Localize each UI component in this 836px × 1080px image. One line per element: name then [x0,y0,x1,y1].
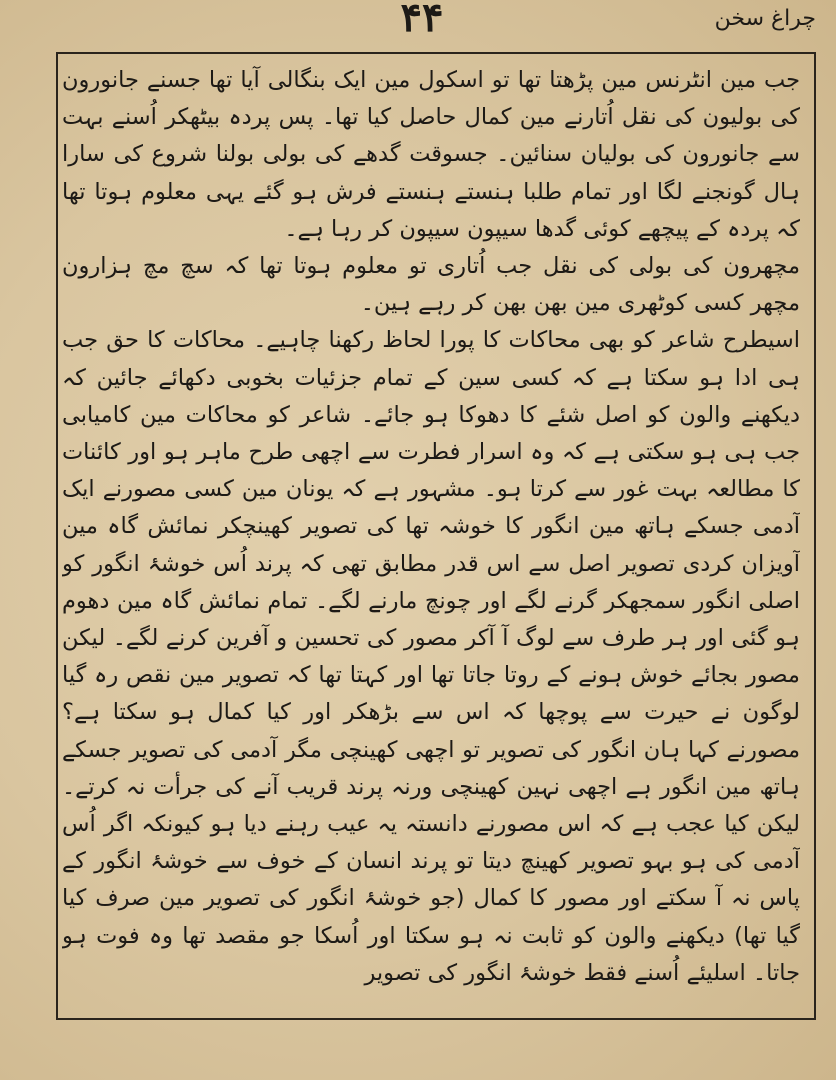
paragraph-2: مچھرون کی بولی کی نقل جب اُتاری تو معلوم ہوتا تھا کہ سچ مچ ہزارون مچھر کسی کوٹھری مین بھن بھن کر رہے ہین۔ [62,253,800,317]
paragraph-1: جب مین انٹرنس مین پڑھتا تھا تو اسکول مین ایک بنگالی آیا تھا جسنے جانورون کی بولیون کی نقل اُتارنے مین کمال حاصل کیا تھا۔ پس پردہ بیٹھکر اُسنے بہت سے جانورون کی بولیان سنائین۔ جسوقت گدھے کی بولی بولنا شروع کی سارا ہال گونجنے لگا اور تمام طلبا ہنستے ہنستے فرش ہو گئے یہی معلوم ہوتا تھا کہ پردہ کے پیچھے کوئی گدھا سیپون سیپون کر رہا ہے۔ [62,67,800,242]
running-head: چراغ سخن [714,6,816,31]
page-number: ۴۴ [400,0,444,41]
paragraph-3: اسیطرح شاعر کو بھی محاکات کا پورا لحاظ رکھنا چاہیے۔ محاکات کا حق جب ہی ادا ہو سکتا ہے کہ کسی سین کے تمام جزئیات بخوبی دکھائے جائین کہ دیکھنے والون کو اصل شئے کا دھوکا ہو جائے۔ شاعر کو محاکات مین کامیابی جب ہی ہو سکتی ہے کہ وہ اسرار فطرت سے اچھی طرح ماہر ہو اور کائنات کا مطالعہ بہت غور سے کرتا ہو۔ مشہور ہے کہ یونان مین کسی مصورنے ایک آدمی جسکے ہاتھ مین انگور کا خوشہ تھا کی تصویر کھینچکر نمائش گاہ مین آویزان کردی تصویر اصل سے اس قدر مطابق تھی کہ پرند اُس خوشۂ انگور کو اصلی انگور سمجھکر گرنے لگے اور چونچ مارنے لگے۔ تمام نمائش گاہ مین دھوم ہو گئی اور ہر طرف سے لوگ آ آکر مصور کی تحسین و آفرین کرنے لگے۔ لیکن مصور بجائے خوش ہونے کے روتا جاتا تھا اور کہتا تھا کہ تصویر مین نقص رہ گیا لوگون نے حیرت سے پوچھا کہ اس سے بڑھکر اور کیا کمال ہو سکتا ہے؟ مصورنے کہا ہان انگور کی تصویر تو اچھی کھینچی مگر آدمی کی تصویر جسکے ہاتھ مین انگور ہے اچھی نہین کھینچی ورنہ پرند قریب آنے کی جرأت نہ کرتے۔ لیکن کیا عجب ہے کہ اس مصورنے دانستہ یہ عیب رہنے دیا ہو کیونکہ اگر اُس آدمی کی ہو بہو تصویر کھینچ دیتا تو پرند انسان کے خوف سے خوشۂ انگور کے پاس نہ آ سکتے اور مصور کا کمال (جو خوشۂ انگور کی تصویر مین صرف کیا گیا تھا) دیکھنے والون کو ثابت نہ ہو سکتا اور اُسکا جو مقصد تھا وہ فوت ہو جاتا۔ اسلیئے اُسنے فقط خوشۂ انگور کی تصویر [62,327,800,986]
text-body [62,62,800,1012]
